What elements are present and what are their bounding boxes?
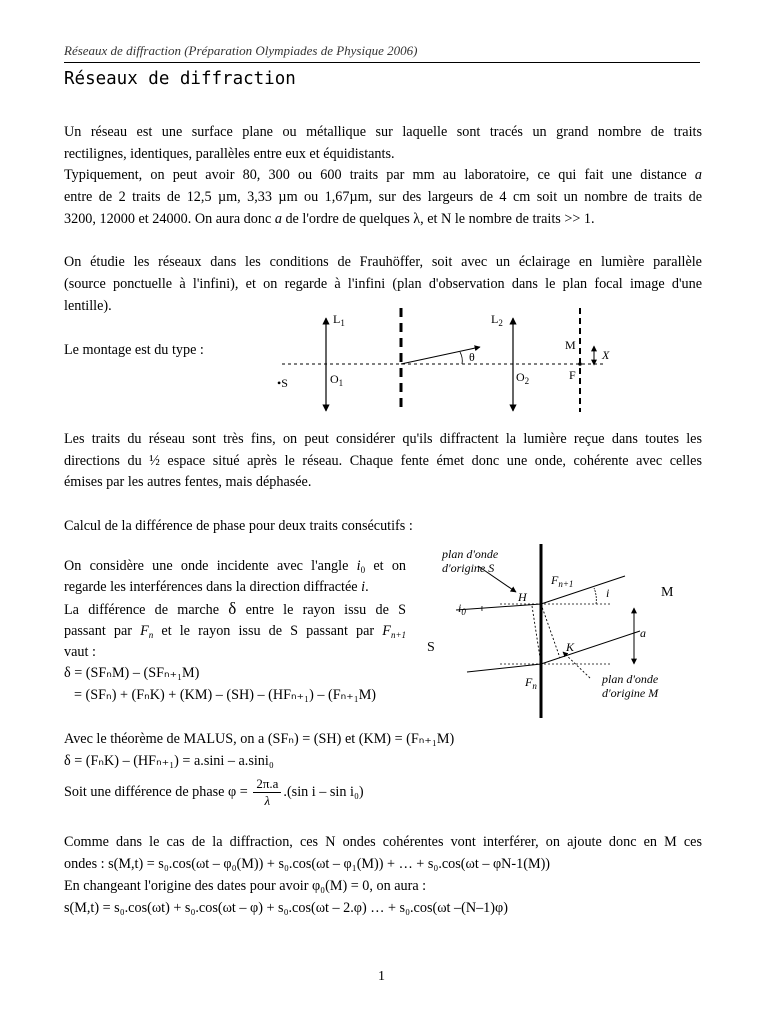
fig2-label-H: H bbox=[518, 590, 527, 604]
p6-line1: Comme dans le cas de la diffraction, ces N ondes cohérentes vont interférer, on ajoute donc en M ces bbox=[64, 834, 702, 850]
phase-fraction: $\frac{2\pi.a}{\lambda}$ bbox=[253, 776, 281, 809]
running-header: Réseaux de diffraction (Préparation Olympiades de Physique 2006) bbox=[64, 43, 418, 58]
p2-line1-text: Typiquement, on peut avoir 80, 300 ou 600 traits par mm au laboratoire, ce qui fait une distance bbox=[64, 167, 687, 183]
fig2-label-i: i bbox=[606, 586, 610, 600]
fig2-label-Fn1: $F_{n+1}$ bbox=[551, 573, 574, 589]
page-title: Réseaux de diffraction bbox=[64, 69, 296, 89]
p2-line2: entre de 2 traits de 12,5 µm, 3,33 µm ou 1,67µm, sur des largeurs de 4 cm soit un nombre de traits de bbox=[64, 189, 702, 205]
fig2-angle-i bbox=[594, 588, 596, 604]
p1-line2: rectilignes, identiques, parallèles entre eux et équidistants. bbox=[64, 146, 395, 162]
fig1-label-F: F bbox=[569, 368, 576, 382]
fig2-wavefront-M bbox=[541, 604, 560, 658]
p3-line2: (source ponctuelle à l'infini), et on regarde à l'infini (plan d'observation dans le plan focal image d'une bbox=[64, 276, 702, 292]
page-number: 1 bbox=[378, 969, 385, 984]
p5-line1: On considère une onde incidente avec l'angle $i_0$ et on bbox=[64, 558, 407, 575]
p5-vaut: vaut : bbox=[64, 644, 96, 660]
fig2-label-K: K bbox=[566, 640, 575, 654]
eq-delta-1: δ = (SFₙM) – (SFₙ₊₁M) bbox=[64, 665, 200, 681]
p4-line3: émises par les autres fentes, mais déphasée. bbox=[64, 474, 312, 490]
fig1-label-O1: $O_1$ bbox=[330, 372, 344, 388]
malus-line: Avec le théorème de MALUS, on a (SFₙ) = (SH) et (KM) = (Fₙ₊₁M) bbox=[64, 731, 455, 747]
fig2-label-M: M bbox=[661, 585, 674, 600]
fig2-label-Fn: $F_n$ bbox=[525, 675, 537, 691]
p5-line4: passant par $F_n$ et le rayon issu de S passant par $F_{n+1}$ bbox=[64, 623, 407, 640]
fig1-label-M: M bbox=[565, 338, 576, 352]
fig2-incident-ray-bottom bbox=[467, 664, 541, 672]
p3-line3: lentille). bbox=[64, 298, 112, 314]
eq-delta-3: δ = (FₙK) – (HFₙ₊₁) = a.sini – a.sini₀ bbox=[64, 753, 274, 769]
p5-line2: regarde les interférences dans la direction diffractée i. bbox=[64, 579, 369, 595]
fig1-label-L2: $L_2$ bbox=[491, 312, 503, 328]
p2-a-2: a bbox=[274, 211, 282, 227]
fig2-label-S: S bbox=[427, 640, 435, 655]
fig2-label-a: a bbox=[640, 626, 646, 640]
p2-line3-text: 3200, 12000 et 24000. On aura donc bbox=[64, 211, 272, 227]
p3-line1: On étudie les réseaux dans les conditions de Frauhöffer, soit avec un éclairage en lumière parallèle bbox=[64, 254, 702, 270]
fig1-label-theta: θ bbox=[469, 350, 475, 364]
p5-line3: La différence de marche δ entre le rayon issu de S bbox=[64, 599, 407, 618]
fig2-pointer-M bbox=[563, 652, 590, 678]
fig1-label-S: •S bbox=[277, 376, 288, 390]
p6-line2: ondes : s(M,t) = s₀.cos(ωt – φ₀(M)) + s₀.cos(ωt – φ₁(M)) + … + s₀.cos(ωt – φN-1(M)) bbox=[64, 856, 551, 872]
p2-a: a bbox=[694, 167, 702, 183]
eq-delta-2: = (SFₙ) + (FₙK) + (KM) – (SH) – (HFₙ₊₁) – (Fₙ₊₁M) bbox=[74, 687, 377, 703]
fig2-incident-ray-top bbox=[456, 604, 541, 610]
p4-line2: directions du ½ espace situé après le réseau. Chaque fente émet donc une onde, cohérente avec celles bbox=[64, 453, 702, 469]
p2-line3-rest: de l'ordre de quelques λ, et N le nombre de traits >> 1. bbox=[285, 211, 595, 227]
fig1-label-L1: $L_1$ bbox=[333, 312, 345, 328]
fig1-label-O2: $O_2$ bbox=[516, 370, 530, 386]
p6-line4: s(M,t) = s₀.cos(ωt) + s₀.cos(ωt – φ) + s₀.cos(ωt – 2.φ) … + s₀.cos(ωt –(N–1)φ) bbox=[64, 900, 508, 916]
fig2-label-plan-M: plan d'onde d'origine M bbox=[602, 672, 659, 700]
p1-line1: Un réseau est une surface plane ou métallique sur laquelle sont tracés un grand nombre de traits bbox=[64, 124, 702, 140]
montage-label: Le montage est du type : bbox=[64, 342, 204, 358]
fig2-label-plan-S: plan d'onde d'origine S bbox=[442, 547, 499, 575]
fig1-label-X: X bbox=[602, 348, 610, 362]
calc-heading: Calcul de la différence de phase pour deux traits consécutifs : bbox=[64, 518, 413, 534]
p4-line1: Les traits du réseau sont très fins, on peut considérer qu'ils diffractent la lumière reçue dans toutes les bbox=[64, 431, 702, 447]
fig2-label-i0: $i_0$ bbox=[458, 601, 466, 617]
p6-line3: En changeant l'origine des dates pour avoir φ₀(M) = 0, on aura : bbox=[64, 878, 427, 894]
eq-phase: Soit une différence de phase φ = $\frac{2\pi.a}{\lambda}$ .(sin i – sin i₀) bbox=[64, 776, 364, 808]
